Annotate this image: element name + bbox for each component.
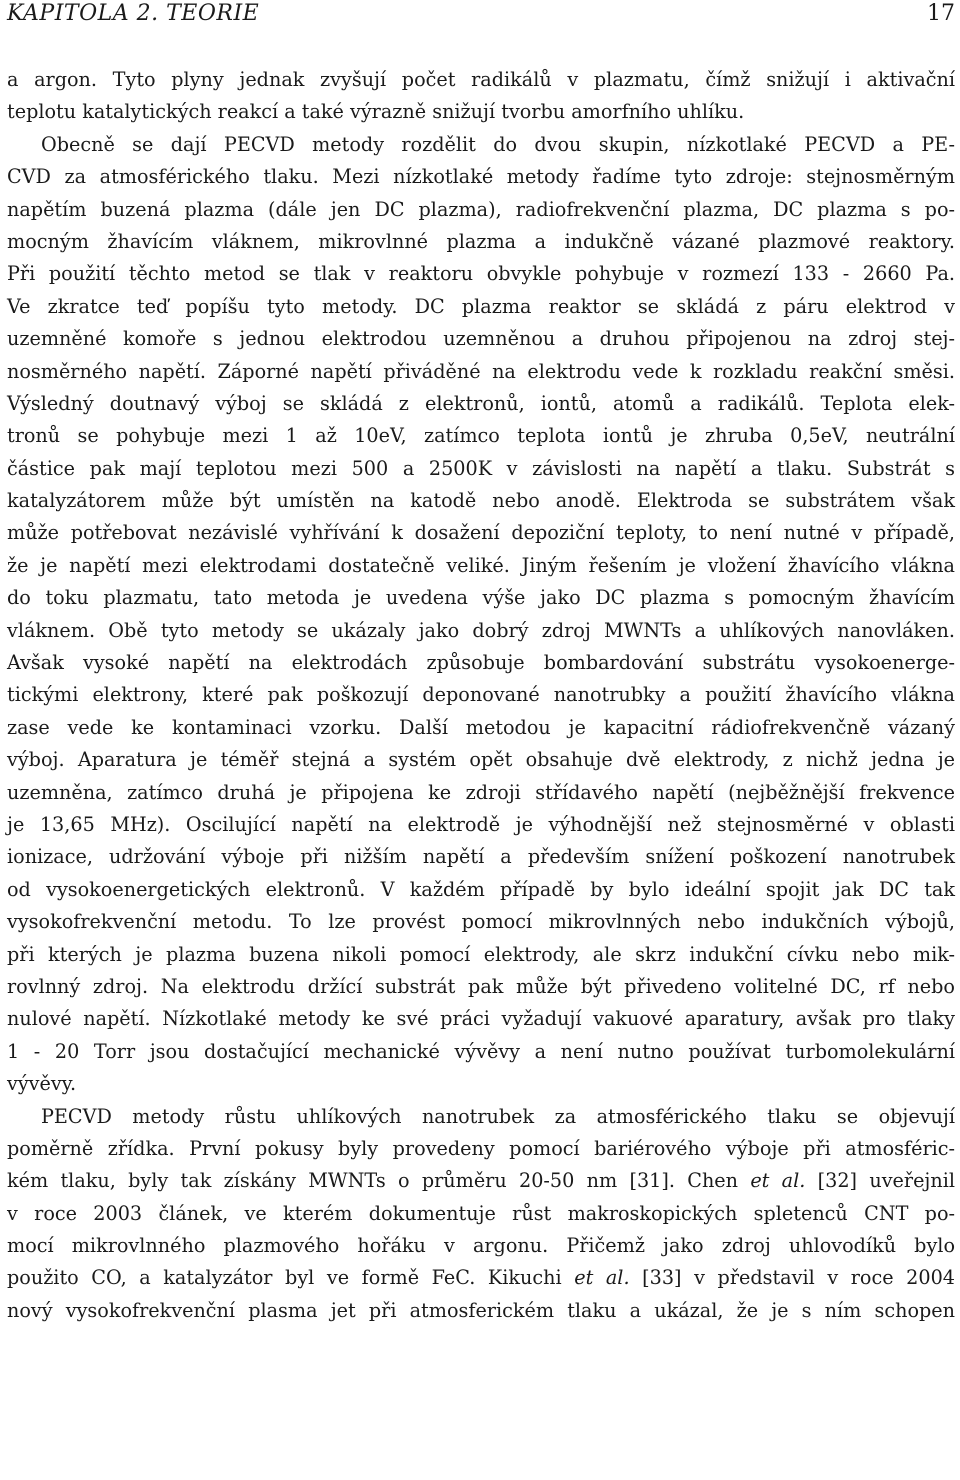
- text-line: CVD za atmosférického tlaku. Mezi nízkotlaké metody řadíme tyto zdroje: stejnosměrným: [7, 165, 955, 189]
- text-line: uzemněna, zatímco druhá je připojena ke zdroji střídavého napětí (nejběžnější frekvence: [7, 780, 955, 804]
- text-line: tronů se pohybuje mezi 1 až 10eV, zatímco teplota iontů je zhruba 0,5eV, neutrální: [7, 424, 955, 448]
- text-line: vláknem. Obě tyto metody se ukázaly jako dobrý zdroj MWNTs a uhlíkových nanovláken.: [7, 618, 955, 642]
- document-page: [7, 0, 956, 1322]
- text-segment: kém tlaku, byly tak získány MWNTs o průměru 20-50 nm [31]. Chen: [7, 1169, 751, 1193]
- text-line: že je napětí mezi elektrodami dostatečně veliké. Jiným řešením je vložení žhavícího vlákna: [7, 553, 955, 577]
- text-line: zase vede ke kontaminaci vzorku. Další metodou je kapacitní rádiofrekvenčně vázaný: [7, 715, 955, 739]
- text-line: při kterých je plazma buzena nikoli pomocí elektrody, ale skrz indukční cívku nebo mik-: [7, 942, 955, 966]
- text-line: teplotu katalytických reakcí a také výrazně snižují tvorbu amorfního uhlíku.: [7, 100, 745, 124]
- text-line: poměrně zřídka. První pokusy byly provedeny pomocí bariérového výboje při atmosféric-: [7, 1136, 955, 1160]
- text-line: vývěvy.: [7, 1072, 77, 1096]
- page-number: 17: [927, 1, 955, 26]
- text-line: od vysokoenergetických elektronů. V každém případě by bylo ideální spojit jak DC tak: [7, 877, 955, 901]
- text-line: může potřebovat nezávislé vyhřívání k dosažení depoziční teploty, to není nutné v případě,: [7, 521, 955, 545]
- italic-et-al: et al.: [574, 1266, 630, 1290]
- text-segment: použito CO, a katalyzátor byl ve formě FeC. Kikuchi: [7, 1266, 575, 1290]
- text-line: nový vysokofrekvenční plasma jet při atmosferickém tlaku a ukázal, že je s ním schopen: [7, 1298, 955, 1322]
- text-line: nosměrného napětí. Záporné napětí přiváděné na elektrodu vede k rozkladu reakční směsi.: [7, 359, 955, 383]
- text-line: nulové napětí. Nízkotlaké metody ke své práci vyžadují vakuové aparatury, avšak pro tlaky: [7, 1007, 955, 1031]
- paragraph-start-line: PECVD metody růstu uhlíkových nanotrubek za atmosférického tlaku se objevují: [41, 1104, 955, 1128]
- text-line-with-citation: [7, 1262, 955, 1294]
- paragraph-start-line: Obecně se dají PECVD metody rozdělit do dvou skupin, nízkotlaké PECVD a PE-: [41, 132, 955, 156]
- text-line: uzemněné komoře s jednou elektrodou uzemněnou a druhou připojenou na zdroj stej-: [7, 327, 955, 351]
- italic-et-al: et al.: [750, 1169, 806, 1193]
- body-text: [7, 64, 955, 1327]
- text-line: Avšak vysoké napětí na elektrodách způsobuje bombardování substrátu vysokoenerge-: [7, 651, 955, 675]
- text-line: Výsledný doutnavý výboj se skládá z elektronů, iontů, atomů a radikálů. Teplota elek-: [7, 391, 955, 415]
- text-line: rovlnný zdroj. Na elektrodu držící substrát pak může být přivedeno volitelné DC, rf nebo: [7, 974, 955, 998]
- running-header: [7, 1, 955, 31]
- text-line: je 13,65 MHz). Oscilující napětí na elektrodě je výhodnější než stejnosměrné v oblasti: [7, 812, 955, 836]
- text-line: ionizace, udržování výboje při nižším napětí a především snížení poškození nanotrubek: [7, 845, 955, 869]
- text-line: katalyzátorem může být umístěn na katodě nebo anodě. Elektroda se substrátem však: [7, 489, 955, 513]
- text-line: napětím buzená plazma (dále jen DC plazma), radiofrekvenční plazma, DC plazma s po-: [7, 197, 955, 221]
- text-line: výboj. Aparatura je téměř stejná a systém opět obsahuje dvě elektrody, z nichž jedna je: [7, 748, 955, 772]
- text-segment: [33] v představil v roce 2004: [629, 1266, 955, 1290]
- text-line: Při použití těchto metod se tlak v reaktoru obvykle pohybuje v rozmezí 133 - 2660 Pa.: [7, 262, 955, 286]
- text-line: Ve zkratce teď popíšu tyto metody. DC plazma reaktor se skládá z páru elektrod v: [7, 294, 955, 318]
- text-line: částice pak mají teplotou mezi 500 a 2500K v závislosti na napětí a tlaku. Substrát s: [7, 456, 955, 480]
- text-line-with-citation: [7, 1165, 955, 1197]
- chapter-heading: KAPITOLA 2. TEORIE: [7, 1, 260, 26]
- text-line: mocí mikrovlnného plazmového hořáku v argonu. Přičemž jako zdroj uhlovodíků bylo: [7, 1234, 955, 1258]
- text-line: a argon. Tyto plyny jednak zvyšují počet radikálů v plazmatu, čímž snižují i aktivační: [7, 68, 955, 91]
- text-line: v roce 2003 článek, ve kterém dokumentuje růst makroskopických spletenců CNT po-: [7, 1201, 955, 1225]
- text-line: tickými elektrony, které pak poškozují deponované nanotrubky a použití žhavícího vlákna: [7, 683, 955, 707]
- text-line: mocným žhavícím vláknem, mikrovlnné plazma a indukčně vázané plazmové reaktory.: [7, 229, 955, 253]
- text-segment: [32] uveřejnil: [805, 1169, 956, 1193]
- text-line: vysokofrekvenční metodu. To lze provést pomocí mikrovlnných nebo indukčních výbojů,: [7, 910, 955, 934]
- text-line: 1 - 20 Torr jsou dostačující mechanické vývěvy a není nutno používat turbomolekulární: [7, 1039, 955, 1063]
- text-line: do toku plazmatu, tato metoda je uvedena výše jako DC plazma s pomocným žhavícím: [7, 586, 955, 610]
